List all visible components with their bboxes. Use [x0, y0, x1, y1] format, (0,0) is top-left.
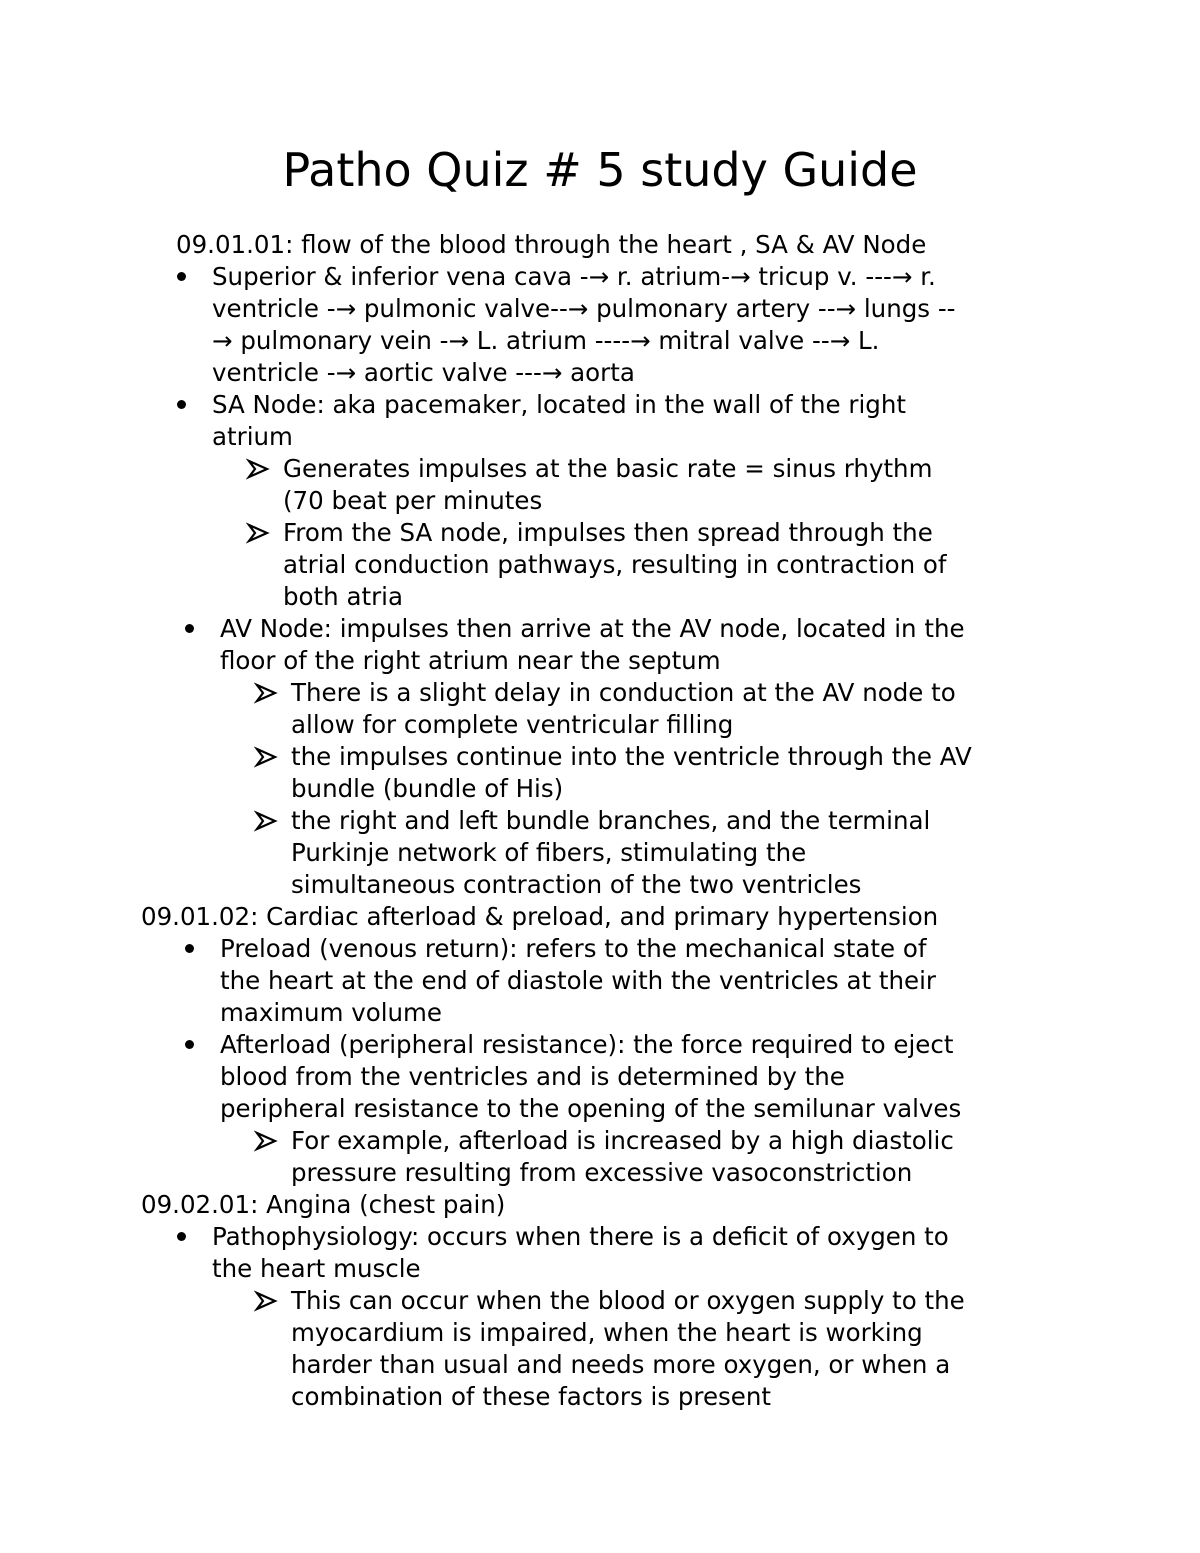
list-item-text: the heart at the end of diastole with the ventricles at their: [220, 966, 936, 995]
arrowhead-bullet-icon: [246, 522, 270, 544]
bullet-icon: [177, 400, 186, 409]
list-item-text: AV Node: impulses then arrive at the AV node, located in the: [220, 614, 965, 643]
list-item-text: ventricle -→ pulmonic valve--→ pulmonary artery --→ lungs --: [212, 294, 956, 323]
list-item-text: atrium: [212, 422, 293, 451]
bullet-icon: [185, 624, 194, 633]
list-item-text: SA Node: aka pacemaker, located in the wall of the right: [212, 390, 906, 419]
sub-item-text: Purkinje network of fibers, stimulating the: [291, 838, 807, 867]
sub-item-text: From the SA node, impulses then spread through the: [283, 518, 933, 547]
arrowhead-bullet-icon: [254, 1290, 278, 1312]
arrowhead-bullet-icon: [246, 458, 270, 480]
list-item-text: maximum volume: [220, 998, 442, 1027]
list-item-text: Afterload (peripheral resistance): the force required to eject: [220, 1030, 954, 1059]
list-item-text: Pathophysiology: occurs when there is a deficit of oxygen to: [212, 1222, 949, 1251]
sub-item-text: This can occur when the blood or oxygen supply to the: [291, 1286, 965, 1315]
sub-item-text: the right and left bundle branches, and the terminal: [291, 806, 931, 835]
sub-item-text: the impulses continue into the ventricle through the AV: [291, 742, 972, 771]
sub-item-text: (70 beat per minutes: [283, 486, 543, 515]
list-item-text: Superior & inferior vena cava -→ r. atrium-→ tricup v. ---→ r.: [212, 262, 936, 291]
sub-item-text: harder than usual and needs more oxygen, or when a: [291, 1350, 951, 1379]
arrowhead-bullet-icon: [254, 1130, 278, 1152]
list-item-text: peripheral resistance to the opening of the semilunar valves: [220, 1094, 962, 1123]
sub-item-text: bundle (bundle of His): [291, 774, 564, 803]
bullet-icon: [185, 944, 194, 953]
list-item-text: floor of the right atrium near the septum: [220, 646, 721, 675]
list-item-text: Preload (venous return): refers to the mechanical state of: [220, 934, 927, 963]
section-heading: 09.01.01: flow of the blood through the heart , SA & AV Node: [176, 230, 927, 259]
bullet-icon: [185, 1040, 194, 1049]
bullet-icon: [177, 1232, 186, 1241]
sub-item-text: For example, afterload is increased by a high diastolic: [291, 1126, 954, 1155]
arrowhead-bullet-icon: [254, 746, 278, 768]
sub-item-text: both atria: [283, 582, 403, 611]
sub-item-text: atrial conduction pathways, resulting in contraction of: [283, 550, 947, 579]
document-title: Patho Quiz # 5 study Guide: [282, 143, 918, 197]
sub-item-text: There is a slight delay in conduction at the AV node to: [291, 678, 956, 707]
sub-item-text: Generates impulses at the basic rate = sinus rhythm: [283, 454, 933, 483]
sub-item-text: simultaneous contraction of the two ventricles: [291, 870, 862, 899]
sub-item-text: combination of these factors is present: [291, 1382, 771, 1411]
section-heading: 09.01.02: Cardiac afterload & preload, and primary hypertension: [141, 902, 939, 931]
section-heading: 09.02.01: Angina (chest pain): [141, 1190, 506, 1219]
list-item-text: the heart muscle: [212, 1254, 421, 1283]
sub-item-text: allow for complete ventricular filling: [291, 710, 734, 739]
arrowhead-bullet-icon: [254, 810, 278, 832]
list-item-text: ventricle -→ aortic valve ---→ aorta: [212, 358, 635, 387]
bullet-icon: [177, 272, 186, 281]
list-item-text: → pulmonary vein -→ L. atrium ----→ mitral valve --→ L.: [212, 326, 880, 355]
list-item-text: blood from the ventricles and is determined by the: [220, 1062, 845, 1091]
arrowhead-bullet-icon: [254, 682, 278, 704]
sub-item-text: pressure resulting from excessive vasoconstriction: [291, 1158, 913, 1187]
sub-item-text: myocardium is impaired, when the heart is working: [291, 1318, 923, 1347]
